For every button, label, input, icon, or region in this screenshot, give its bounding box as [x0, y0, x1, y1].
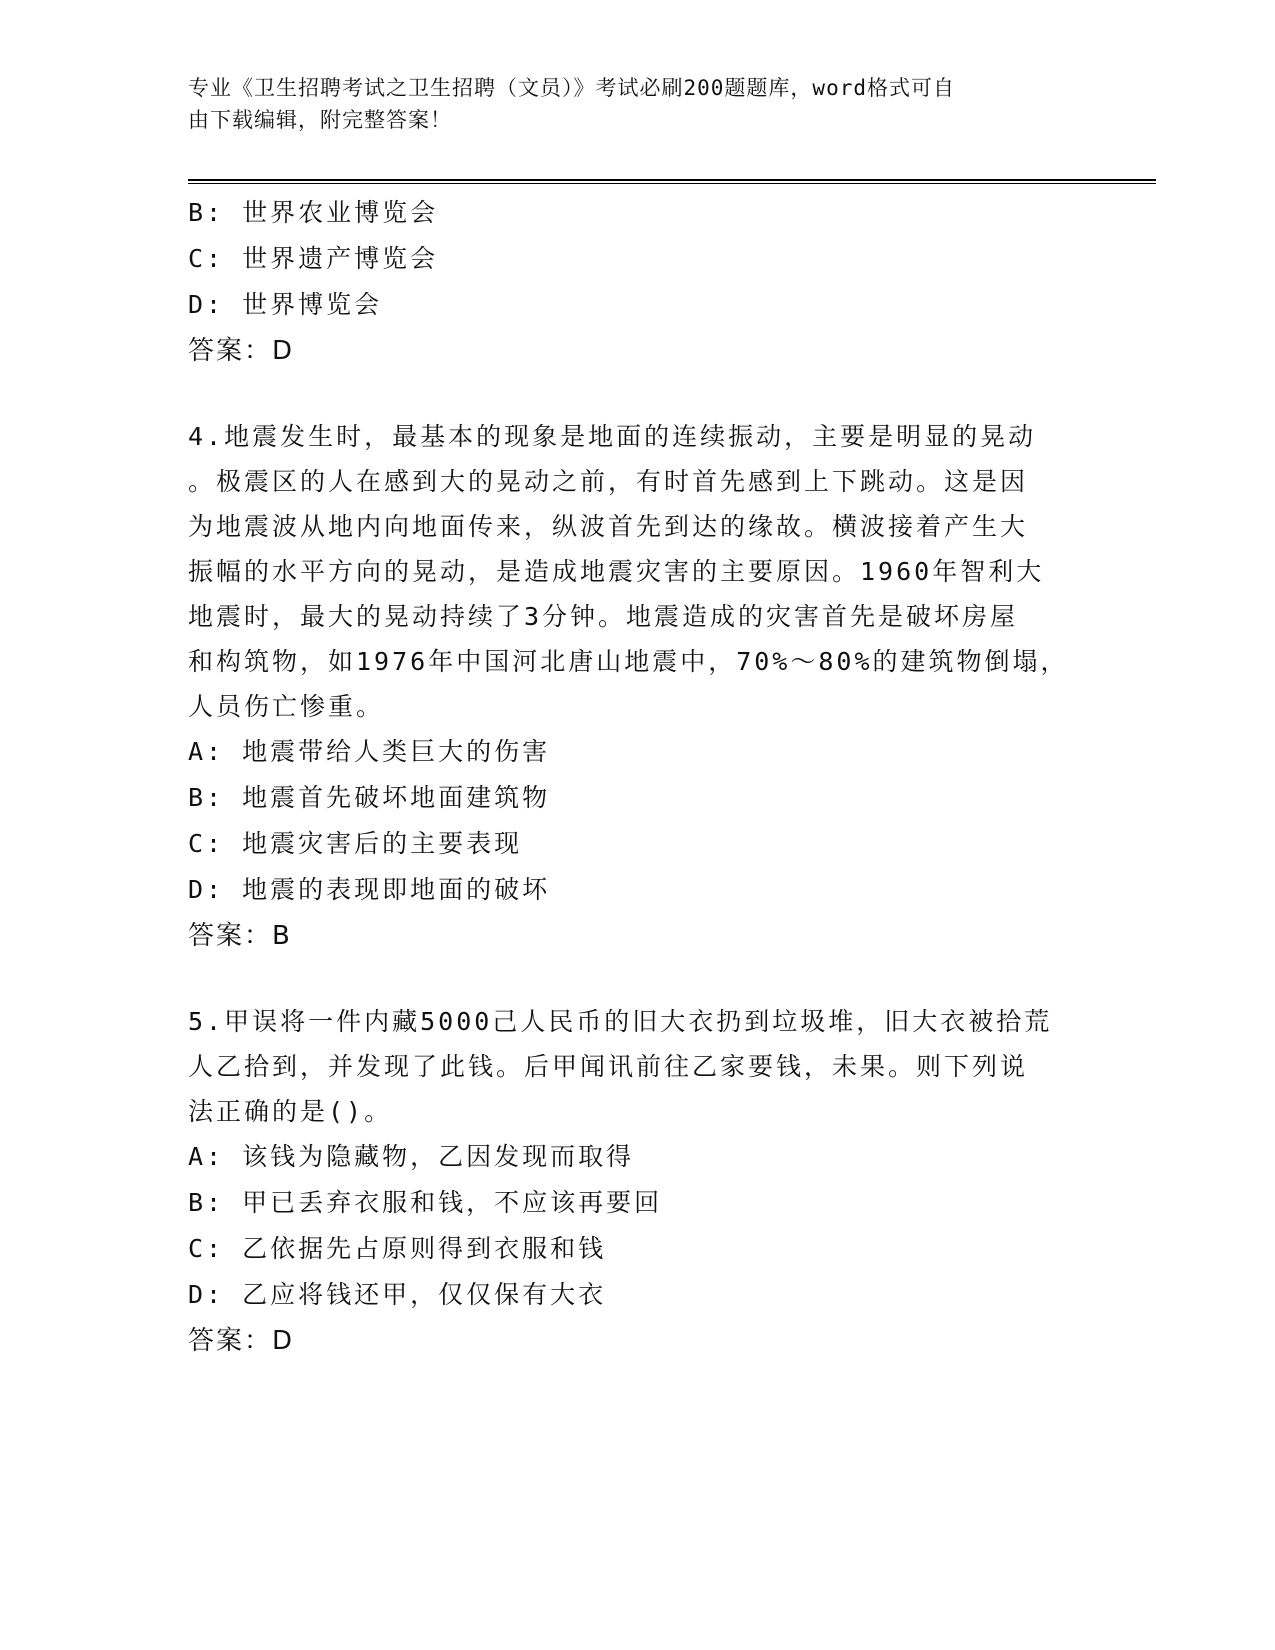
question-stem-line: 地震时，最大的晃动持续了3分钟。地震造成的灾害首先是破坏房屋	[188, 602, 1019, 631]
question-stem-line: 为地震波从地内向地面传来，纵波首先到达的缘故。横波接着产生大	[188, 512, 1029, 541]
answer-line: 答案：D	[188, 336, 295, 366]
document-header	[188, 72, 1068, 136]
question-stem-line: 人员伤亡惨重。	[188, 692, 385, 721]
question-3-tail	[188, 190, 1088, 374]
question-stem-line: 5.甲误将一件内藏5000己人民币的旧大衣扔到垃圾堆，旧大衣被拾荒	[188, 1007, 1053, 1036]
spacer	[188, 959, 1088, 999]
option-b: B: 世界农业博览会	[188, 198, 439, 227]
question-5	[188, 999, 1088, 1364]
spacer	[188, 374, 1088, 414]
question-stem-line: 4.地震发生时，最基本的现象是地面的连续振动，主要是明显的晃动	[188, 422, 1037, 451]
option-a: A: 地震带给人类巨大的伤害	[188, 737, 551, 766]
answer-line: 答案：B	[188, 921, 292, 951]
question-list	[188, 190, 1088, 1364]
question-stem-line: 人乙拾到，并发现了此钱。后甲闻讯前往乙家要钱，未果。则下列说	[188, 1052, 1029, 1081]
answer-line: 答案：D	[188, 1326, 295, 1356]
option-b: B: 地震首先破坏地面建筑物	[188, 783, 551, 812]
question-stem-line: 和构筑物，如1976年中国河北唐山地震中，70%～80%的建筑物倒塌，	[188, 647, 1069, 676]
header-divider-thick	[188, 179, 1156, 181]
question-stem-line: 振幅的水平方向的晃动，是造成地震灾害的主要原因。1960年智利大	[188, 557, 1045, 586]
header-line-1: 专业《卫生招聘考试之卫生招聘（文员）》考试必刷200题题库，word格式可自	[188, 76, 955, 100]
option-a: A: 该钱为隐藏物，乙因发现而取得	[188, 1142, 635, 1171]
header-line-2: 由下载编辑，附完整答案！	[188, 108, 452, 132]
option-c: C: 乙依据先占原则得到衣服和钱	[188, 1234, 607, 1263]
header-divider-thin	[188, 183, 1156, 184]
option-d: D: 乙应将钱还甲，仅仅保有大衣	[188, 1280, 607, 1309]
option-c: C: 地震灾害后的主要表现	[188, 829, 523, 858]
option-b: B: 甲已丢弃衣服和钱，不应该再要回	[188, 1188, 663, 1217]
option-d: D: 地震的表现即地面的破坏	[188, 875, 551, 904]
option-d: D: 世界博览会	[188, 290, 383, 319]
option-c: C: 世界遗产博览会	[188, 244, 439, 273]
question-4	[188, 414, 1088, 959]
question-stem-line: 。极震区的人在感到大的晃动之前，有时首先感到上下跳动。这是因	[188, 467, 1029, 496]
question-stem-line: 法正确的是()。	[188, 1097, 393, 1126]
